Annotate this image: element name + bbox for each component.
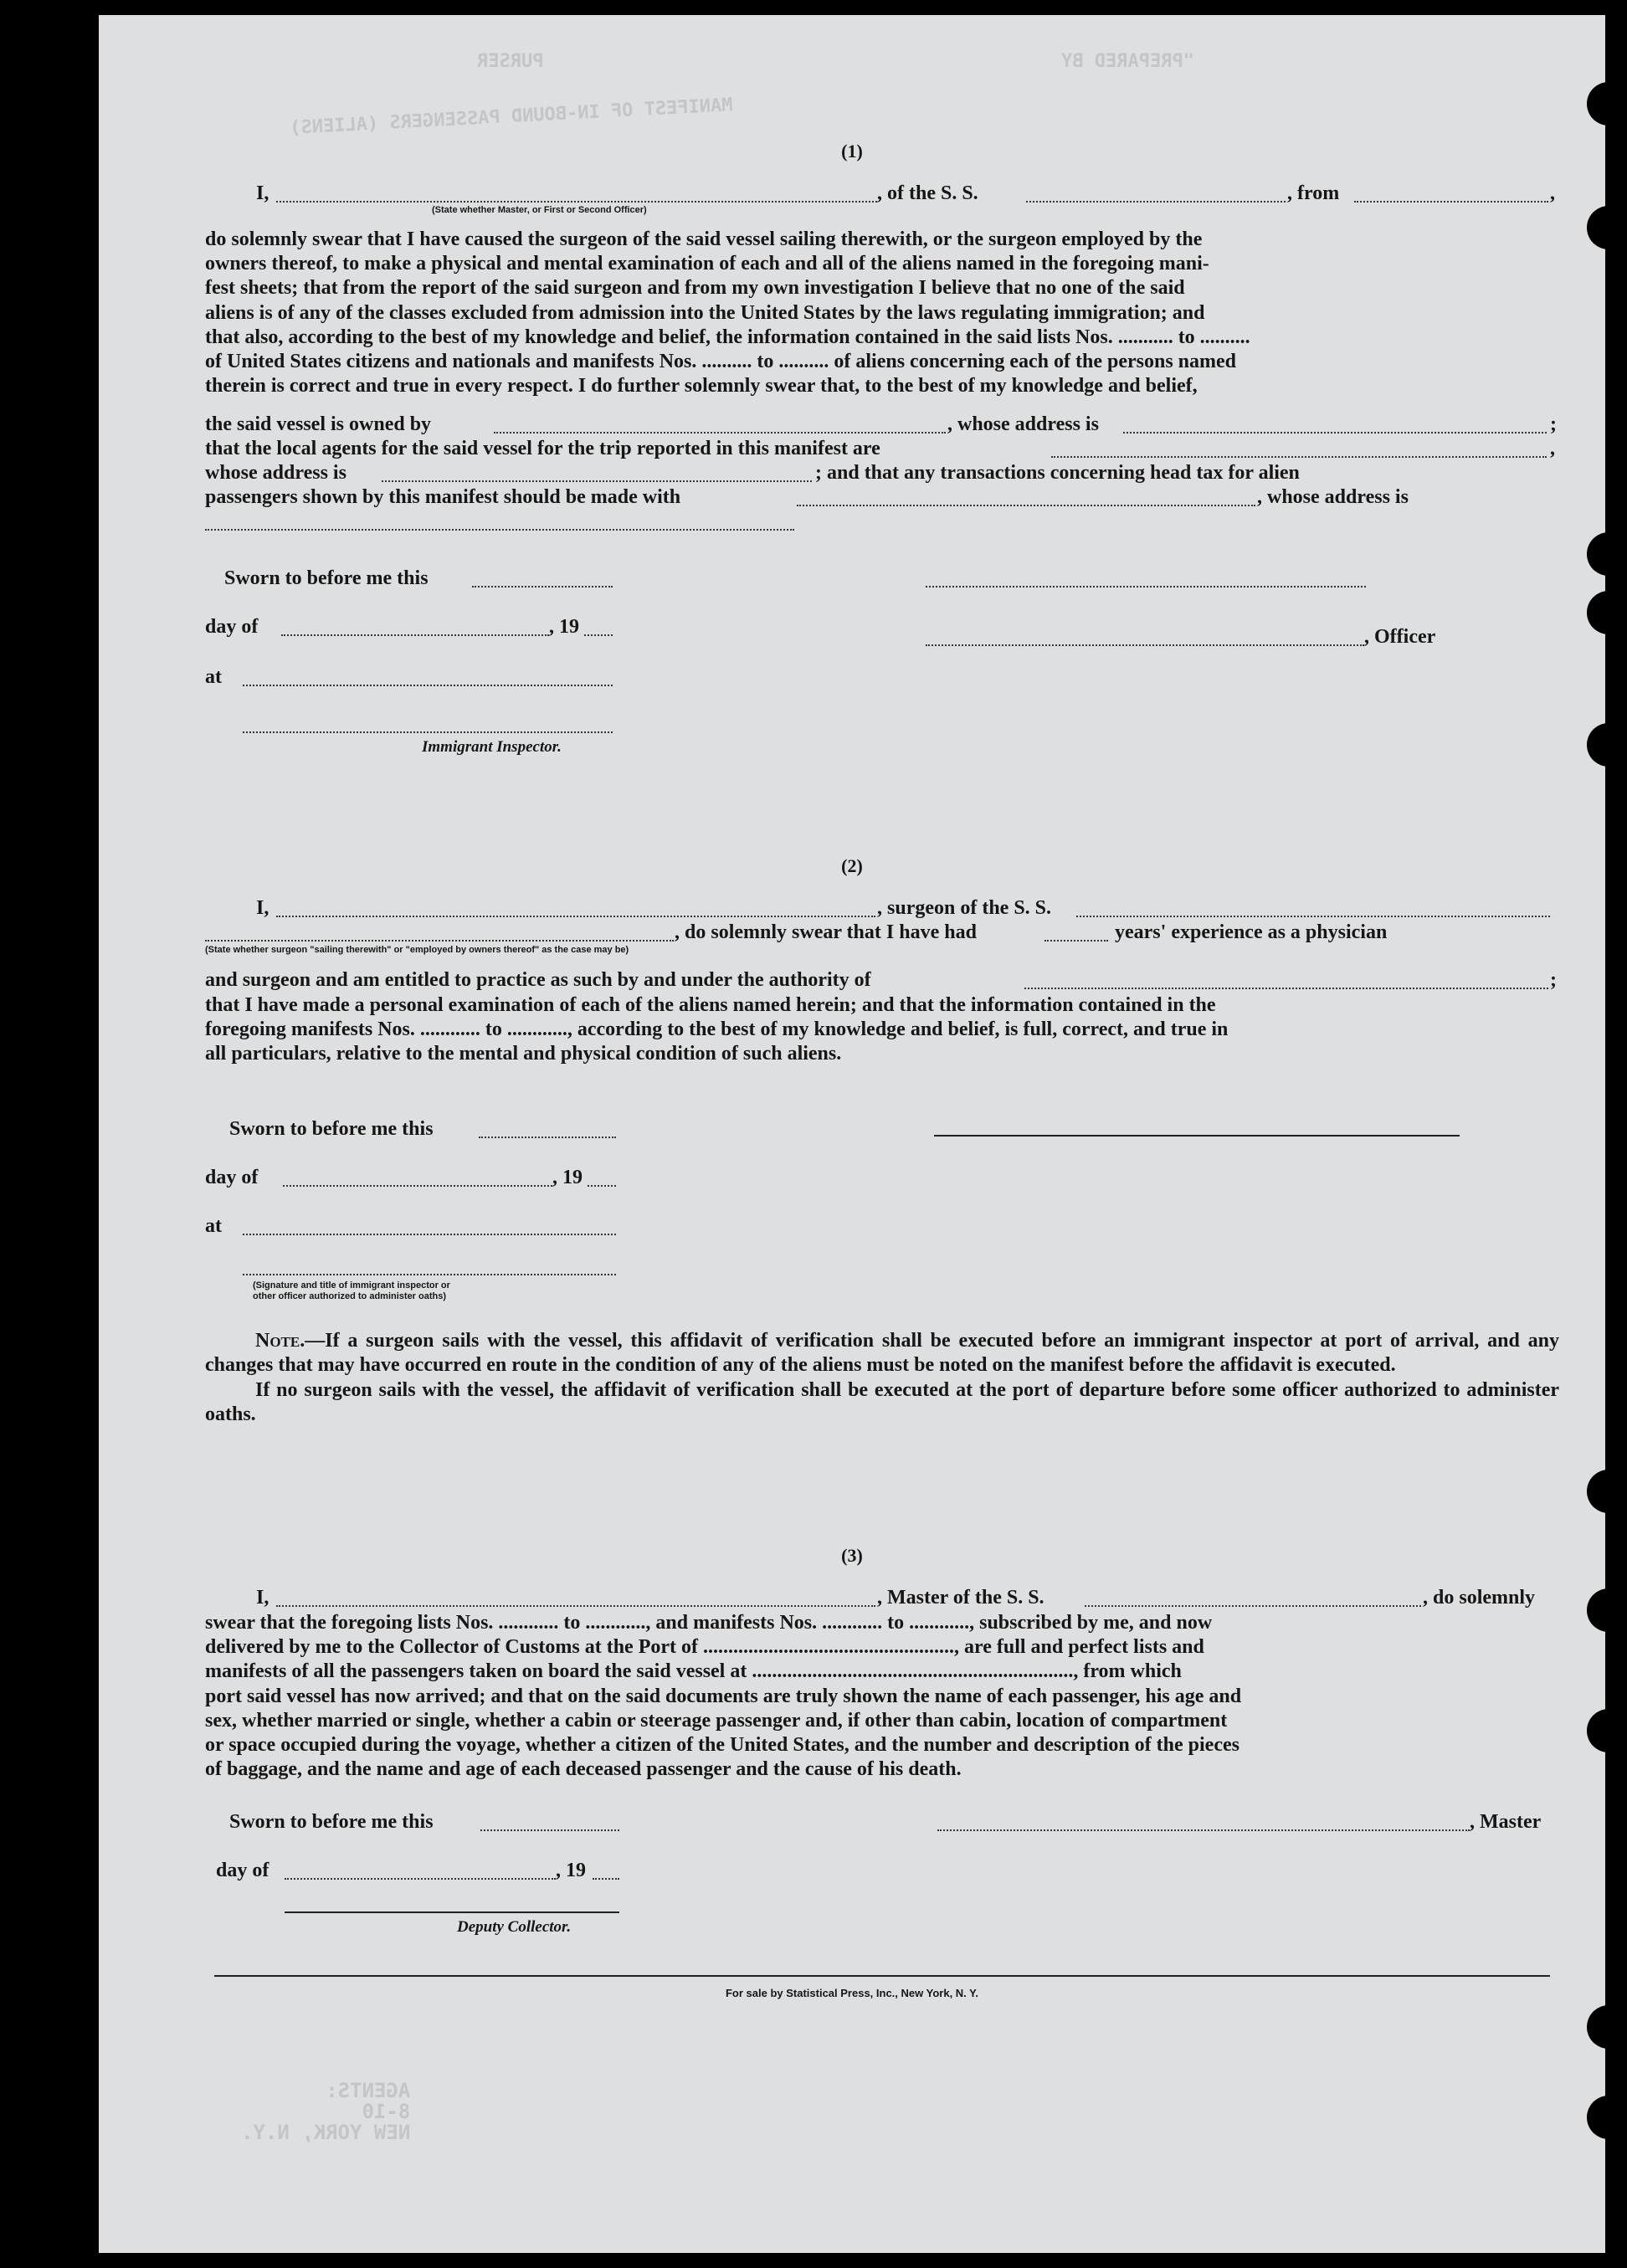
footer-printer: For sale by Statistical Press, Inc., New York, N. Y. (725, 1987, 979, 1999)
section-2-number: (2) (841, 855, 863, 876)
s2-vessel-field[interactable] (1076, 916, 1550, 917)
s1-owner-address-field[interactable] (1123, 432, 1547, 434)
s2-day-field[interactable] (283, 1185, 552, 1187)
s2-solemnly-label: , do solemnly swear that I have had (675, 921, 977, 943)
punch-hole (1587, 2005, 1627, 2049)
s1-oath-line: fest sheets; that from the report of the said surgeon and from my own investigation I believe that no one of the said (205, 277, 1185, 300)
section-1-number: (1) (841, 141, 863, 162)
s1-oath-line: aliens is of any of the classes excluded from admission into the United States by the laws regulating immigration; and (205, 301, 1205, 324)
s1-from-label: , from (1287, 182, 1340, 204)
s1-sworn-label: Sworn to before me this (224, 567, 429, 589)
s2-exam-line: foregoing manifests Nos. ............ to ............, according to the best of my knowledge and belief, is full, correct, and true in (205, 1019, 1229, 1041)
s2-note-text: —If a surgeon sails with the vessel, this affidavit of verification shall be executed before an immigrant inspector at port of arrival, and any changes that may have occurred en route in the condition of any of the aliens must be noted on the manifest before the affidavit is executed. (205, 1330, 1559, 1377)
form-page (99, 15, 1605, 2253)
s2-years-field[interactable] (1044, 940, 1108, 942)
s3-oath-line: sex, whether married or single, whether a cabin or steerage passenger and, if other than cabin, location of compartment (205, 1709, 1228, 1732)
s3-day-field[interactable] (285, 1878, 556, 1880)
punch-hole (1587, 1588, 1627, 1632)
s1-officer-caption: (State whether Master, or First or Second Officer) (432, 205, 647, 215)
s3-collector-signature-field[interactable] (285, 1911, 619, 1913)
s3-oath-line: port said vessel has now arrived; and that on the said documents are truly shown the name of each passenger, his age and (205, 1685, 1242, 1707)
s1-head-tax-address-field[interactable] (205, 529, 794, 531)
section-3-number: (3) (841, 1545, 863, 1566)
s1-officer-signature-top-field[interactable] (926, 586, 1366, 588)
s3-i-label: I, (256, 1587, 269, 1609)
s1-officer-name-field[interactable] (276, 201, 877, 203)
punch-hole (1587, 206, 1627, 249)
s1-from-field[interactable] (1354, 201, 1548, 203)
s1-oath-line: of United States citizens and nationals and manifests Nos. .......... to .......... of aliens concerning each of the persons named (205, 351, 1237, 373)
s2-day-of-label: day of (205, 1167, 259, 1188)
punch-hole (1587, 723, 1627, 767)
s1-oath-line: that also, according to the best of my knowledge and belief, the information contained in the said lists Nos. ........... to .......... (205, 326, 1250, 348)
s1-year-label: , 19 (549, 616, 579, 638)
s2-note-para-1 (205, 1329, 1559, 1378)
s2-surgeon-of-ss-label: , surgeon of the S. S. (877, 897, 1052, 919)
s1-oath-paragraph (205, 228, 1559, 398)
s2-exam-line: that I have made a personal examination of each of the aliens named herein; and that the information contained in the (205, 994, 1216, 1016)
s2-at-label: at (205, 1215, 222, 1237)
punch-hole (1587, 532, 1627, 576)
s3-oath-line: swear that the foregoing lists Nos. ............ to ............, and manifests Nos. ............ to ............, subscribed by me, and now (205, 1612, 1213, 1634)
s2-surgeon-signature-field[interactable] (934, 1135, 1460, 1137)
s1-officer-label: , Officer (1364, 626, 1436, 648)
s2-note-label: Note. (255, 1330, 305, 1352)
s2-i-label: I, (256, 897, 269, 919)
s1-whose-address-is-label: whose address is (205, 462, 346, 484)
s1-semicolon: ; (1550, 413, 1557, 435)
s1-head-tax-agent-field[interactable] (797, 505, 1255, 506)
s3-year-field[interactable] (593, 1878, 619, 1880)
s1-i-label: I, (256, 182, 269, 204)
s3-year-label: , 19 (556, 1860, 586, 1881)
s2-signature-caption: other officer authorized to administer oaths) (253, 1291, 447, 1301)
s1-sworn-field[interactable] (472, 586, 613, 588)
s1-inspector-signature-field[interactable] (243, 731, 613, 733)
s3-oath-paragraph (205, 1611, 1559, 1782)
s1-oath-line: do solemnly swear that I have caused the surgeon of the said vessel sailing therewith, or the surgeon employed by the (205, 228, 1203, 250)
s1-inspector-label: Immigrant Inspector. (422, 738, 562, 756)
s3-deputy-label: Deputy Collector. (457, 1918, 572, 1936)
s2-inspector-signature-field[interactable] (243, 1274, 616, 1275)
s1-local-agents-label: that the local agents for the said vessel for the trip reported in this manifest are (205, 438, 880, 459)
s2-status-caption: (State whether surgeon "sailing therewith" or "employed by owners thereof" as the case may be) (205, 945, 629, 955)
s1-vessel-field[interactable] (1026, 201, 1286, 203)
s1-at-field[interactable] (243, 685, 613, 686)
s3-do-solemnly-label: , do solemnly (1423, 1587, 1536, 1609)
s2-year-label: , 19 (552, 1167, 583, 1188)
s3-oath-line: of baggage, and the name and age of each deceased passenger and the cause of his death. (205, 1758, 962, 1781)
s1-whose-address-label: , whose address is (947, 413, 1099, 435)
s2-sworn-field[interactable] (479, 1137, 616, 1138)
s2-authority-field[interactable] (1024, 988, 1548, 989)
s1-oath-line: owners thereof, to make a physical and mental examination of each and all of the aliens named in the foregoing mani- (205, 253, 1209, 275)
s1-officer-signature-field[interactable] (926, 644, 1364, 646)
s1-year-field[interactable] (584, 634, 613, 636)
s3-master-label: , Master (1470, 1811, 1542, 1833)
s3-sworn-label: Sworn to before me this (229, 1811, 434, 1833)
s2-note-para-2: If no surgeon sails with the vessel, the affidavit of verification shall be executed at the port of departure before some officer authorized to administer oaths. (205, 1378, 1559, 1426)
s1-owned-by-label: the said vessel is owned by (205, 413, 432, 435)
s2-year-field[interactable] (588, 1185, 616, 1187)
s3-oath-line: delivered by me to the Collector of Customs at the Port of .................................................., are full and perfect lists and (205, 1636, 1204, 1659)
ghost-purser: PURSER (477, 51, 544, 72)
ghost-manifest-title: MANIFEST OF IN-BOUND PASSENGERS (ALIENS) (289, 95, 734, 139)
ghost-agents: AGENTS: 8-10 NEW YORK, N.Y. (241, 2079, 411, 2145)
punch-hole (1587, 1709, 1627, 1752)
punch-hole (1587, 1470, 1627, 1513)
s1-local-agents-field[interactable] (1051, 456, 1547, 458)
footer-rule (214, 1975, 1550, 1977)
s3-sworn-field[interactable] (480, 1829, 619, 1831)
ghost-prepared-by: "PREPARED BY (1061, 51, 1194, 72)
s3-master-signature-field[interactable] (937, 1829, 1470, 1831)
s1-of-the-ss-label: , of the S. S. (877, 182, 978, 204)
s3-master-name-field[interactable] (276, 1605, 875, 1607)
s3-oath-line: or space occupied during the voyage, whether a citizen of the United States, and the number and description of the pieces (205, 1734, 1239, 1757)
s2-sailing-status-field[interactable] (205, 940, 674, 942)
s1-at-label: at (205, 666, 222, 688)
s1-day-field[interactable] (281, 634, 549, 636)
s3-vessel-field[interactable] (1085, 1605, 1421, 1607)
s1-line1-comma: , (1550, 182, 1555, 204)
s2-semicolon: ; (1550, 969, 1557, 991)
s2-surgeon-name-field[interactable] (276, 916, 875, 917)
s1-whose-address-end-label: , whose address is (1257, 486, 1409, 508)
punch-hole (1587, 82, 1627, 126)
punch-hole (1587, 591, 1627, 634)
s1-transactions-text: ; and that any transactions concerning head tax for alien (815, 462, 1300, 484)
s2-authority-label: and surgeon and am entitled to practice as such by and under the authority of (205, 969, 871, 991)
s3-oath-line: manifests of all the passengers taken on board the said vessel at ................................................................, from which (205, 1660, 1182, 1683)
s1-oath-line: therein is correct and true in every respect. I do further solemnly swear that, to the best of my knowledge and belief, (205, 375, 1198, 398)
s1-agents-address-field[interactable] (382, 480, 812, 482)
s2-at-field[interactable] (243, 1234, 616, 1235)
s2-sworn-label: Sworn to before me this (229, 1118, 434, 1140)
s1-passengers-label: passengers shown by this manifest should be made with (205, 486, 681, 508)
s2-exam-line: all particulars, relative to the mental and physical condition of such aliens. (205, 1043, 842, 1065)
s1-owner-field[interactable] (494, 432, 946, 434)
s2-examination-paragraph (205, 993, 1559, 1067)
punch-hole (1587, 2096, 1627, 2139)
s2-note (205, 1329, 1559, 1428)
s3-day-of-label: day of (216, 1860, 269, 1881)
s2-signature-caption: (Signature and title of immigrant inspector or (253, 1280, 450, 1291)
s2-years-label: years' experience as a physician (1115, 921, 1388, 943)
s1-comma: , (1550, 438, 1555, 459)
s3-master-of-ss-label: , Master of the S. S. (877, 1587, 1044, 1609)
s1-day-of-label: day of (205, 616, 259, 638)
